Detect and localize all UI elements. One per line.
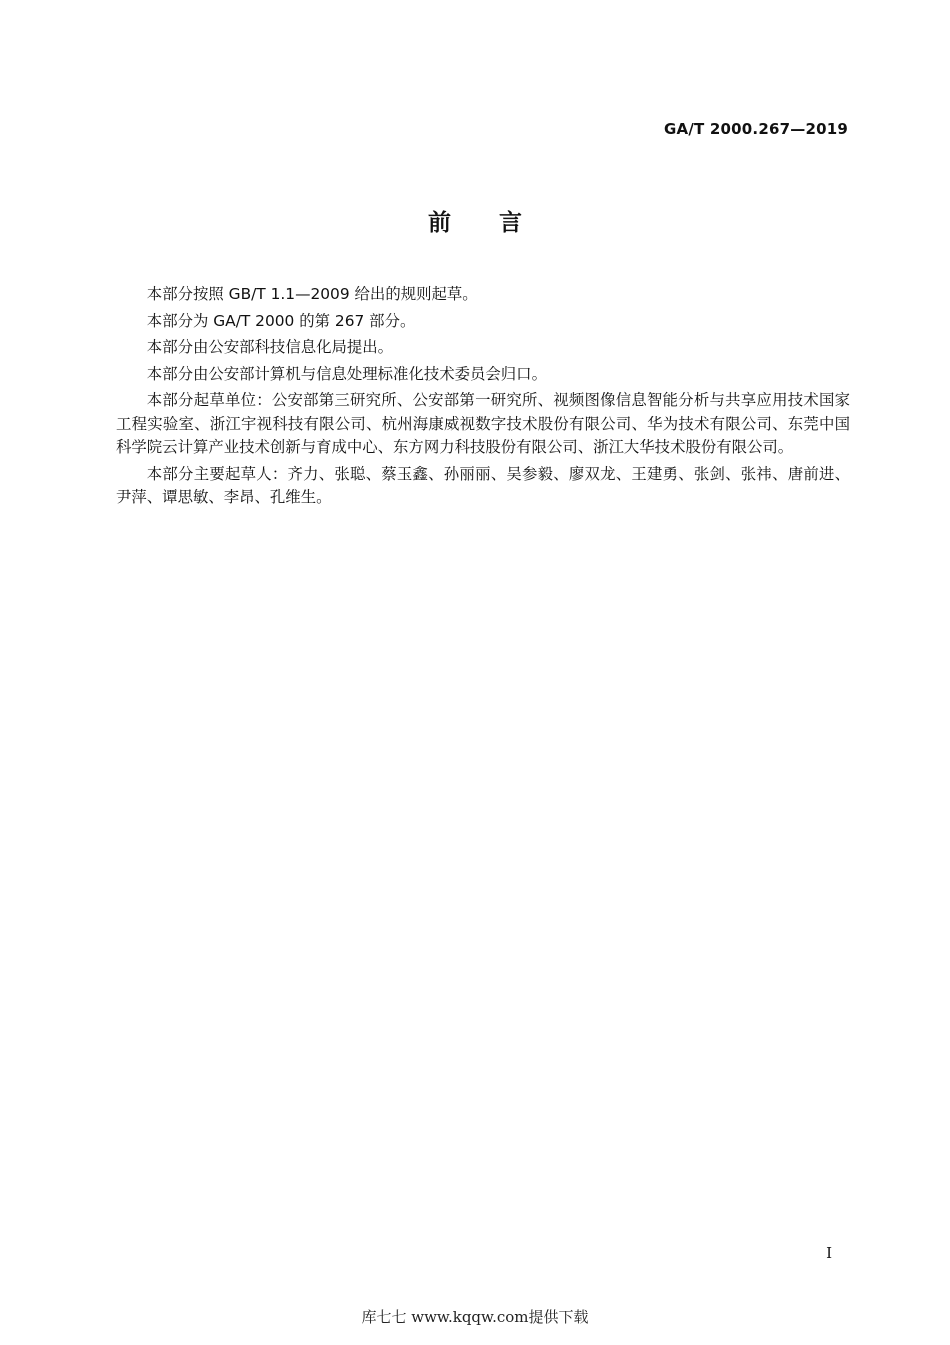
title-char-1: 前	[428, 210, 451, 236]
document-number: GA/T 2000.267—2019	[664, 120, 848, 138]
paragraph-centralized-by: 本部分由公安部计算机与信息处理标准化技术委员会归口。	[146, 364, 547, 383]
paragraph-drafting-rules: 本部分按照 GB/T 1.1—2009 给出的规则起草。	[146, 285, 478, 303]
download-footer: 库七七 www.kqqw.com提供下载	[361, 1308, 589, 1326]
paragraph-drafting-units: 本部分起草单位：公安部第三研究所、公安部第一研究所、视频图像信息智能分析与共享应用技术国家工程实验室、浙江宇视科技有限公司、杭州海康威视数字技术股份有限公司、华为技术有限公司、东莞中国科学院云计算产业技术创新与育成中心、东方网力科技股份有限公司、浙江大华技术股份有限公司。	[116, 391, 850, 456]
foreword-body	[116, 283, 850, 510]
page-number: I	[826, 1244, 832, 1262]
paragraph-main-drafters: 本部分主要起草人：齐力、张聪、蔡玉鑫、孙丽丽、吴参毅、廖双龙、王建勇、张剑、张祎、唐前进、尹萍、谭思敏、李昂、孔维生。	[116, 464, 850, 506]
paragraph-proposed-by: 本部分由公安部科技信息化局提出。	[146, 338, 394, 356]
page-title	[0, 204, 950, 237]
title-char-2: 言	[499, 210, 522, 236]
paragraph-part-of: 本部分为 GA/T 2000 的第 267 部分。	[146, 311, 416, 330]
